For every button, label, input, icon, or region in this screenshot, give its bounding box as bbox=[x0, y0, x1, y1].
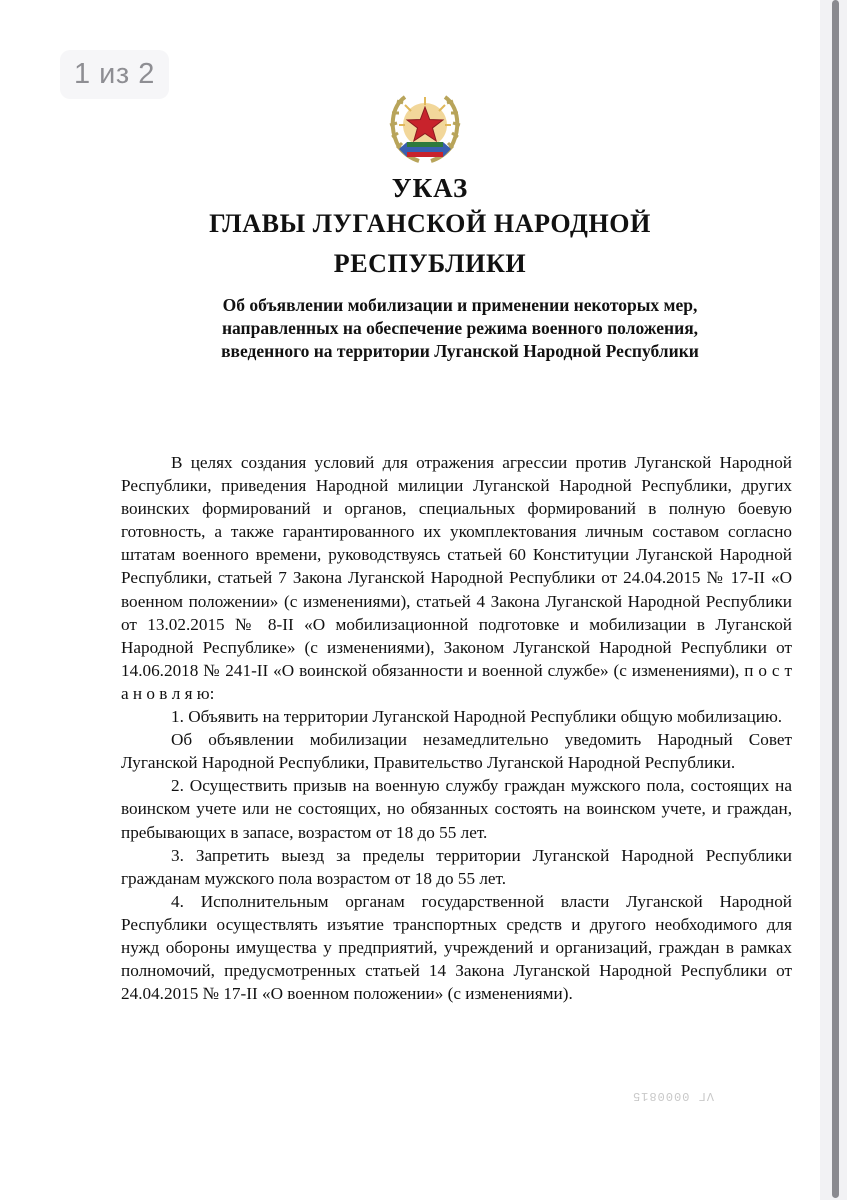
clause-1-paragraph: 1. Объявить на территории Луганской Народной Республики общую мобилизацию. bbox=[171, 707, 783, 727]
scrollbar-thumb[interactable] bbox=[832, 0, 839, 1198]
clause-4-paragraph: 4. Исполнительным органам государственной власти Луганской Народной Республики осуществлять изъятие транспортных средств и другого необходимого для нужд обороны имущества у предприятий, учреждений и организаций, граждан в рамках полномочий, предусмотренных статьей 14 Закона Луганской Народной Республики от 24.04.2015 № 17-II «О военном положении» (с изменениями). bbox=[121, 891, 792, 1004]
subtitle-line: введенного на территории Луганской Народной Республики bbox=[221, 341, 699, 361]
clause-2-paragraph: 2. Осуществить призыв на военную службу граждан мужского пола, состоящих на воинском учете или не состоящих, но обязанных состоять на воинском учете, и граждан, пребывающих в запасе, возрастом от 18 до 55 лет. bbox=[121, 776, 792, 842]
vertical-scrollbar[interactable] bbox=[823, 0, 847, 1200]
clause-1-notice-paragraph: Об объявлении мобилизации незамедлительно уведомить Народный Совет Луганской Народной Республики, Правительство Луганской Народной Республики. bbox=[121, 730, 792, 773]
preamble-paragraph: В целях создания условий для отражения агрессии против Луганской Народной Республики, приведения Народной милиции Луганской Народной Республики, других воинских формирований и органов, специальных формирований в полную боевую готовность, а также гарантированного их укомплектования личным составом согласно штатам военного времени, руководствуясь статьей 60 Конституции Луганской Народной Республики, статьей 7 Закона Луганской Народной Республики от 24.04.2015 № 17-II «О военном положении» (с изменениями), статьей 4 Закона Луганской Народной Республики от 13.02.2015 № 8-II «О мобилизационной подготовке и мобилизации в Луганской Народной Республике» (с изменениями), Законом Луганской Народной Республики от 14.06.2018 № 241-II «О воинской обязанности и военной службе» (с изменениями), п о с т а н о в л я ю: bbox=[121, 453, 792, 703]
decree-title bbox=[110, 172, 750, 284]
bleed-through-serial: VГ 0000815 bbox=[632, 1089, 715, 1103]
decree-subtitle bbox=[140, 294, 780, 363]
subtitle-line: Об объявлении мобилизации и применении некоторых мер, bbox=[222, 295, 698, 315]
title-line-2: ГЛАВЫ ЛУГАНСКОЙ НАРОДНОЙ РЕСПУБЛИКИ bbox=[209, 209, 651, 278]
decree-body bbox=[121, 451, 792, 1005]
lpr-coat-of-arms-icon bbox=[383, 83, 467, 169]
page-indicator: 1 из 2 bbox=[60, 50, 169, 99]
subtitle-line: направленных на обеспечение режима военного положения, bbox=[221, 318, 699, 338]
clause-3-paragraph: 3. Запретить выезд за пределы территории Луганской Народной Республики гражданам мужского пола возрастом от 18 до 55 лет. bbox=[121, 845, 792, 888]
title-line-1: УКАЗ bbox=[391, 173, 469, 203]
